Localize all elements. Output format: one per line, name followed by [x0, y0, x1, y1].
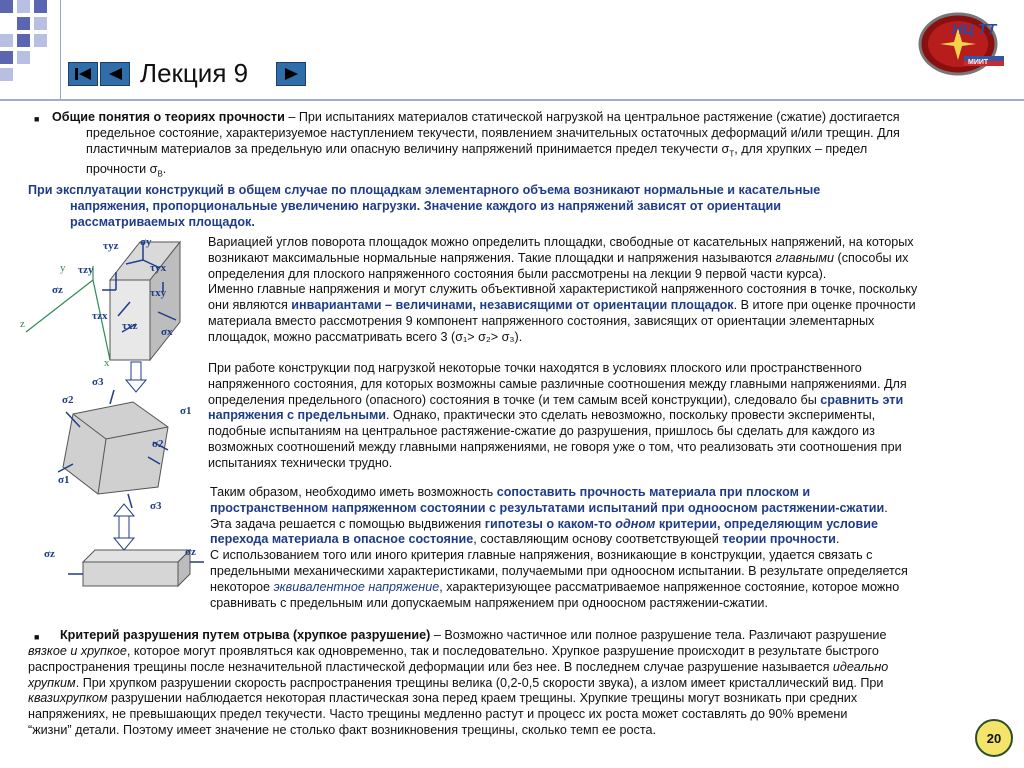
- text-line: напряжения, пропорциональные увеличению нагрузки. Значение каждого из напряжений зависят от ориентации: [70, 198, 781, 213]
- paragraph-loading-conditions: [208, 361, 1008, 472]
- label-sigma-2-left: σ2: [62, 394, 74, 406]
- text-line: вязкое и хрупкое, которое могут проявляться как одновременно, так и последовательно. Хрупкое разрушение происходит в результате быстрого: [28, 644, 879, 658]
- text-line: пространственном напряженном состоянии с результатами испытаний при одноосном растяжении-сжатии.: [210, 500, 888, 515]
- text-line: “жизни” детали. Поэтому имеет значение не столько факт возникновения трещины, сколько темп ее роста.: [28, 722, 656, 737]
- label-tau-yx: τyx: [150, 262, 167, 274]
- text-line: прочности $\sigma_В$.: [86, 162, 167, 179]
- axis-label-x: x: [104, 357, 110, 369]
- uniaxial-bar-top: [83, 550, 190, 562]
- label-sigma-1-right: σ1: [180, 405, 192, 417]
- header-divider-vertical: [60, 0, 61, 100]
- next-slide-button[interactable]: [276, 62, 306, 86]
- text-line: С использованием того или иного критерия главные напряжения, возникающие в конструкции, удается связать с: [210, 548, 873, 563]
- label-sigma-x: σx: [161, 326, 173, 338]
- uniaxial-bar-front: [83, 562, 178, 586]
- text-line: определения предельного (опасного) состояния в точке (и тем самым всей конструкции), следовало бы сравнить эти: [208, 392, 904, 407]
- text-line: площадок, можно рассматривать всего 3 (σ₁> σ₂> σ₃).: [208, 329, 523, 344]
- label-tau-xz: τxz: [122, 320, 138, 332]
- text-line: некоторое эквивалентное напряжение, характеризующее рассматриваемое напряженное состояние, которое можно: [210, 579, 900, 594]
- text-line: Эта задача решается с помощью выдвижения гипотезы о каком-то одном критерии, определяющим условие: [210, 516, 878, 531]
- double-arrow: [119, 516, 129, 538]
- axis-label-z: z: [20, 318, 25, 330]
- text-line: перехода материала в опасное состояние, составляющим основу соответствующей теории прочности.: [210, 532, 840, 547]
- svg-text:МИИТ: МИИТ: [968, 59, 989, 66]
- axis-label-y: y: [60, 262, 66, 274]
- label-sigma-z-left: σz: [44, 548, 55, 560]
- bullet-marker: ■: [34, 114, 40, 124]
- text-line: напряженного состояния, для которых возможны самые различные соотношения между главными напряжениями. Для: [208, 376, 907, 391]
- text-line: материала вместо рассмотрения 9 компонент напряженного состояния, зависящих от ориентации элементарных: [208, 313, 875, 328]
- text-line: подобные испытаниям на центральное растяжение-сжатие до разрушения, пришлось бы сделать для каждого из: [208, 424, 875, 439]
- text-line: возникают максимальные нормальные напряжения. Такие площадки и напряжения называются главными (способы их: [208, 250, 909, 265]
- paragraph-strength-theories: [210, 485, 1010, 611]
- previous-slide-button[interactable]: [100, 62, 130, 86]
- deco-square: [17, 34, 30, 47]
- text-line: Именно главные напряжения и могут служить объективной характеристикой напряженного состояния в точке, поскольку: [208, 282, 918, 297]
- deco-square: [17, 17, 30, 30]
- text-line: испытаниях технически трудно.: [208, 455, 393, 470]
- text-line: рассматриваемых площадок.: [70, 214, 255, 229]
- deco-square: [0, 51, 13, 64]
- deco-square: [34, 34, 47, 47]
- paragraph-brittle-fracture-body: [28, 644, 988, 739]
- skip-back-icon: [74, 67, 92, 81]
- paragraph-brittle-fracture: [52, 628, 992, 644]
- svg-text:НЦ ТТ: НЦ ТТ: [952, 21, 997, 38]
- stress-diagram: [18, 232, 208, 602]
- label-sigma-z-right: σz: [185, 546, 196, 558]
- paragraph-general-concepts: Общие понятия о теориях прочности – При испытаниях материалов статической нагрузкой на центральное растяжение (сжатие) достигается: [52, 110, 900, 124]
- first-slide-button[interactable]: [68, 62, 98, 86]
- deco-square: [0, 68, 13, 81]
- text-line: они являются инвариантами – величинами, независящими от ориентации площадок. В итоге при оценке прочности: [208, 298, 916, 313]
- deco-square: [0, 34, 13, 47]
- bullet-marker: ■: [34, 632, 40, 642]
- header-divider-horizontal: [0, 99, 1024, 101]
- label-sigma-3-top: σ3: [92, 376, 104, 388]
- text-line: напряжения с предельными. Однако, практически это сделать невозможно, поскольку провести эксперименты,: [208, 408, 876, 423]
- deco-square: [17, 51, 30, 64]
- logo: [912, 8, 1012, 76]
- text-line: напряжениях, не превышающих предел текучести. Часто трещины медленно растут и процесс их роста может составлять до 90% времени: [28, 707, 848, 722]
- label-tau-zy: τzy: [78, 264, 94, 276]
- paragraph-line: [86, 126, 986, 182]
- paragraph-principal-stresses: [208, 235, 1008, 346]
- text-line: возможных соотношений между главными напряжениями, не говоря уже о том, что реализовать эти соотношения при: [208, 439, 902, 454]
- deco-square: [17, 0, 30, 13]
- arrow-left-icon: [106, 67, 124, 81]
- arrow-right-icon: [282, 67, 300, 81]
- text-line: Вариацией углов поворота площадок можно определить площадки, свободные от касательных напряжений, на которых: [208, 235, 914, 249]
- text-line: пластичным материалов за предельную или опасную величину напряжений принимается предел текучести $\sigma_Т$, для хрупких – предел: [86, 141, 868, 159]
- page-number-badge: 20: [975, 719, 1013, 757]
- text-line: распространения трещины после незначительной пластической деформации или без нее. В последнем случае разрушение называется идеально: [28, 659, 889, 674]
- deco-square: [0, 0, 13, 13]
- transition-arrow-head: [126, 380, 146, 392]
- text-line: Таким образом, необходимо иметь возможность сопоставить прочность материала при плоском и: [210, 485, 811, 499]
- text-line: При работе конструкции под нагрузкой некоторые точки находятся в условиях плоского или пространственного: [208, 361, 862, 375]
- label-tau-xy: τxy: [150, 287, 167, 299]
- label-sigma-2-right: σ2: [152, 438, 164, 450]
- page-title: Лекция 9: [140, 58, 249, 88]
- text-line: При эксплуатации конструкций в общем случае по площадкам элементарного объема возникают нормальные и касательные: [28, 183, 821, 197]
- label-sigma-1-left: σ1: [58, 474, 70, 486]
- text-line: квазихрупком разрушении наблюдается некоторая пластическая зона перед краем трещины. Хрупкие трещины могут возникать при средних: [28, 691, 858, 706]
- text-line: определения для плоского напряженного состояния были рассмотрены на лекции 9 первой части курса).: [208, 266, 827, 281]
- label-sigma-z: σz: [52, 284, 63, 296]
- text-line: хрупким. При хрупком разрушении скорость распространения трещины велика (0,2-0,5 скорости звука), а излом имеет кристаллический вид. При: [28, 675, 884, 690]
- double-arrow-head: [114, 538, 134, 550]
- label-sigma-y: σy: [140, 236, 152, 248]
- paragraph-exploitation: [28, 183, 988, 230]
- text-line: Критерий разрушения путем отрыва (хрупкое разрушение) – Возможно частичное или полное разрушение тела. Различают разрушение: [60, 628, 887, 642]
- deco-square: [34, 0, 47, 13]
- text-line: предельными механическими характеристиками, получаемыми при одноосном испытании. В результате определяется: [210, 563, 908, 578]
- transition-arrow: [131, 362, 141, 380]
- deco-square: [34, 17, 47, 30]
- text-line: сравнивать с предельным или допускаемым напряжением при одноосном растяжении-сжатии.: [210, 595, 768, 610]
- label-tau-zx: τzx: [92, 310, 108, 322]
- text-line: предельное состояние, характеризуемое наступлением текучести, появлением значительных остаточных деформаций и/или трещин. Для: [86, 126, 900, 140]
- label-tau-yz: τyz: [103, 240, 119, 252]
- label-sigma-3-bottom: σ3: [150, 500, 162, 512]
